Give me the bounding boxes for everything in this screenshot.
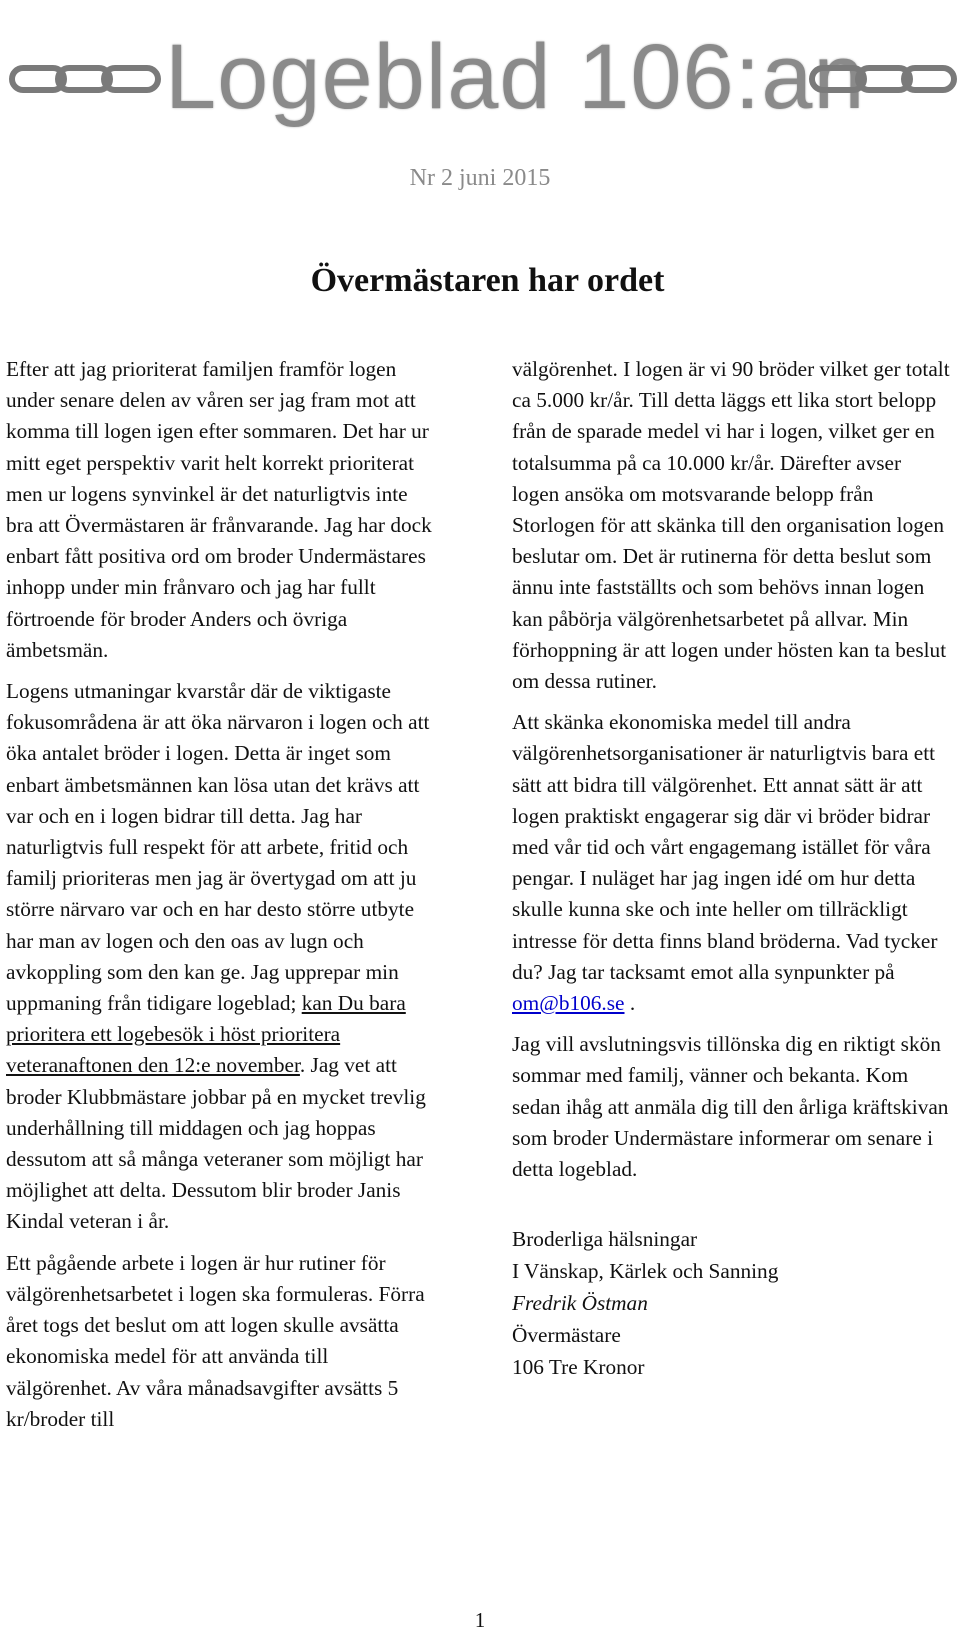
chain-right-icon <box>808 62 958 96</box>
signature-lodge: 106 Tre Kronor <box>512 1355 645 1380</box>
masthead <box>0 0 960 150</box>
signature-block <box>512 1223 952 1383</box>
text-run: . Jag vet att broder Klubbmästare jobbar på en mycket trevlig underhållning till middagen och jag hoppas dessutom att så många veteraner som möjligt har möjlighet att delta. Dessutom blir broder Janis Kindal veteran i år. <box>6 1053 426 1234</box>
signature-motto: I Vänskap, Kärlek och Sanning <box>512 1259 779 1284</box>
right-column <box>512 354 952 1383</box>
text-run: . <box>624 991 636 1016</box>
paragraph: Efter att jag prioriterat familjen framför logen under senare delen av våren ser jag fram mot att komma till logen igen efter sommaren. Det har ur mitt eget perspektiv varit helt korrekt prioriterat men ur logens synvinkel är det naturligtvis inte bra att Övermästaren är frånvarande. Jag har dock enbart fått positiva ord om broder Undermästares inhopp under min frånvaro och jag har fullt förtroende för broder Anders och övriga ämbetsmän. <box>6 357 432 662</box>
paragraph: Ett pågående arbete i logen är hur rutiner för välgörenhetsarbetet i logen ska formuleras. Förra året togs det beslut om att logen skulle avsätta ekonomiska medel för att använda till välgörenhet. Av våra månadsavgifter avsätts 5 kr/broder till <box>6 1250 425 1431</box>
article-heading: Övermästaren har ordet <box>310 262 665 299</box>
paragraph <box>512 707 952 1019</box>
paragraph <box>6 676 436 1238</box>
chain-left-icon <box>8 62 163 96</box>
paragraph: välgörenhet. I logen är vi 90 bröder vilket ger totalt ca 5.000 kr/år. Till detta läggs ett lika stort belopp från de sparade medel vi har i logen, vilket ger en totalsumma på ca 10.000 kr/år. Därefter avser logen ansöka om motsvarande belopp från Storlogen för att skänka till den organisation logen beslutar om. Det är rutinerna för detta beslut som ännu inte fastställts och som behövs innan logen kan påbörja välgörenhetsarbetet på allvar. Min förhoppning är att logen under hösten kan ta beslut om dessa rutiner. <box>512 357 950 694</box>
paragraph: Jag vill avslutningsvis tillönska dig en riktigt skön sommar med familj, vänner och bekanta. Kom sedan ihåg att anmäla dig till den årliga kräftskivan som broder Undermästare informerar om senare i detta logeblad. <box>512 1032 949 1182</box>
masthead-title: Logeblad 106:an <box>165 26 866 128</box>
issue-date: Nr 2 juni 2015 <box>409 165 551 191</box>
text-run: Att skänka ekonomiska medel till andra välgörenhetsorganisationer är naturligtvis bara ett sätt att bidra till välgörenhet. Ett annat sätt är att logen praktiskt engagerar sig där vi bröder bidrar med vår tid och vårt engagemang istället för våra pengar. I nuläget har jag ingen idé om hur detta skulle kunna ske och inte heller om tillräckligt intresse för detta finns bland bröderna. Vad tycker du? Jag tar tacksamt emot alla synpunkter på <box>512 710 938 984</box>
signature-role: Övermästare <box>512 1323 621 1348</box>
page-number: 1 <box>474 1608 486 1632</box>
signature-name: Fredrik Östman <box>512 1291 648 1316</box>
text-run: Logens utmaningar kvarstår där de viktigaste fokusområdena är att öka närvaron i logen och att öka antalet bröder i logen. Detta är inget som enbart ämbetsmännen kan lösa utan det krävs att var och en i logen bidrar till detta. Jag har naturligtvis full respekt för att arbete, fritid och familj prioriteras men jag är övertygad om att ju större närvaro var och en har desto större utbyte har man av logen och den oas av lugn och avkoppling som den kan ge. Jag upprepar min uppmaning från tidigare logeblad; <box>6 679 430 1016</box>
underlined-text: kan Du bara prioritera ett logebesök i höst prioritera veteranaftonen den 12:e november <box>6 991 406 1078</box>
email-link[interactable]: om@b106.se <box>512 991 625 1016</box>
signature-greeting: Broderliga hälsningar <box>512 1227 698 1252</box>
left-column <box>6 354 436 1445</box>
